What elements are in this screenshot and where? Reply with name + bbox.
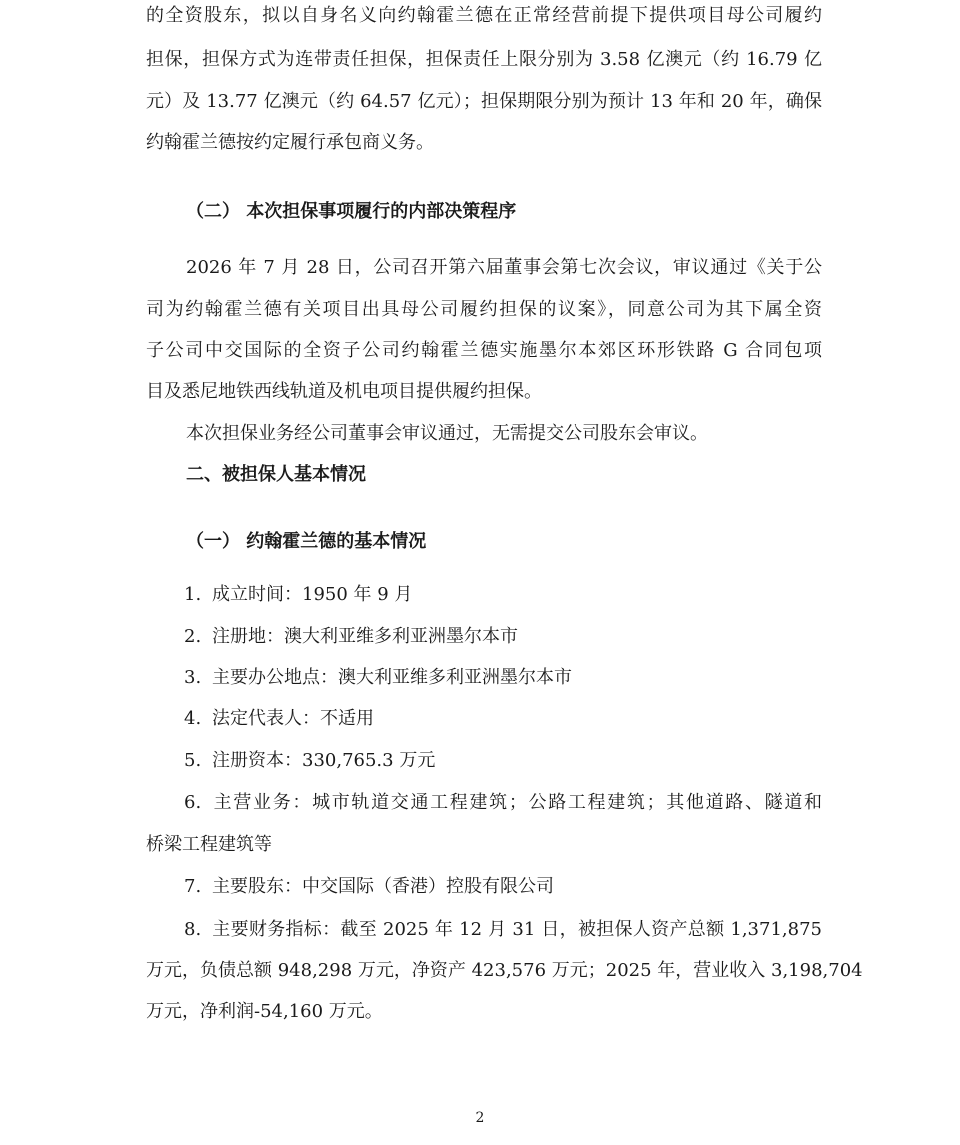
intro-line-4: 约翰霍兰德按约定履行承包商义务。 bbox=[146, 132, 434, 153]
list-item-text: 法定代表人：不适用 bbox=[212, 708, 374, 729]
decision-line-3: 子公司中交国际的全资子公司约翰霍兰德实施墨尔本郊区环形铁路 G 合同包项 bbox=[146, 340, 822, 361]
list-item-number: 4. bbox=[184, 708, 202, 729]
decision-line-2: 司为约翰霍兰德有关项目出具母公司履约担保的议案》，同意公司为其下属全资 bbox=[146, 299, 822, 320]
list-item-text: 成立时间：1950 年 9 月 bbox=[212, 584, 413, 605]
list-item-number: 2. bbox=[184, 626, 202, 647]
list-item-number: 6. bbox=[184, 792, 202, 813]
list-item bbox=[184, 747, 435, 775]
list-item-8-continued-1: 万元，负债总额 948,298 万元，净资产 423,576 万元；2025 年，营业收入 3,198,704 bbox=[146, 960, 863, 981]
list-item-text: 主要办公地点：澳大利亚维多利亚洲墨尔本市 bbox=[212, 667, 572, 688]
list-item bbox=[184, 581, 412, 609]
list-item-text: 主要股东：中交国际（香港）控股有限公司 bbox=[212, 876, 554, 897]
list-item-6-continued: 桥梁工程建筑等 bbox=[146, 834, 272, 855]
list-item-number: 7. bbox=[184, 876, 202, 897]
list-item-number: 1. bbox=[184, 584, 202, 605]
list-item-text: 注册资本：330,765.3 万元 bbox=[212, 750, 436, 771]
decision-line-4: 目及悉尼地铁西线轨道及机电项目提供履约担保。 bbox=[146, 381, 542, 402]
list-item-text: 注册地：澳大利亚维多利亚洲墨尔本市 bbox=[212, 626, 518, 647]
section-heading-decision: （二） 本次担保事项履行的内部决策程序 bbox=[186, 201, 517, 222]
list-item bbox=[184, 705, 374, 733]
list-item-number: 8. bbox=[184, 919, 202, 940]
list-item bbox=[184, 664, 572, 692]
list-item-number: 5. bbox=[184, 750, 202, 771]
list-item-8 bbox=[184, 916, 822, 944]
list-item bbox=[184, 873, 554, 901]
list-item-text: 主营业务：城市轨道交通工程建筑；公路工程建筑；其他道路、隧道和 bbox=[212, 792, 822, 813]
intro-line-1: 的全资股东，拟以自身名义向约翰霍兰德在正常经营前提下提供项目母公司履约 bbox=[146, 5, 822, 26]
decision-para-2: 本次担保业务经公司董事会审议通过，无需提交公司股东会审议。 bbox=[186, 423, 708, 444]
section-heading-guaranteed-party: 二、被担保人基本情况 bbox=[186, 464, 366, 485]
section-heading-basic-info: （一） 约翰霍兰德的基本情况 bbox=[186, 531, 427, 552]
decision-line-1: 2026 年 7 月 28 日，公司召开第六届董事会第七次会议，审议通过《关于公 bbox=[186, 257, 822, 278]
list-item-6 bbox=[184, 789, 822, 817]
list-item-number: 3. bbox=[184, 667, 202, 688]
intro-line-3: 元）及 13.77 亿澳元（约 64.57 亿元）；担保期限分别为预计 13 年和 20 年，确保 bbox=[146, 91, 822, 112]
page-number: 2 bbox=[475, 1110, 485, 1126]
list-item-text: 主要财务指标：截至 2025 年 12 月 31 日，被担保人资产总额 1,371,875 bbox=[212, 919, 822, 940]
intro-line-2: 担保，担保方式为连带责任担保，担保责任上限分别为 3.58 亿澳元（约 16.79 亿 bbox=[146, 49, 822, 70]
list-item bbox=[184, 623, 518, 651]
list-item-8-continued-2: 万元，净利润-54,160 万元。 bbox=[146, 1001, 383, 1022]
